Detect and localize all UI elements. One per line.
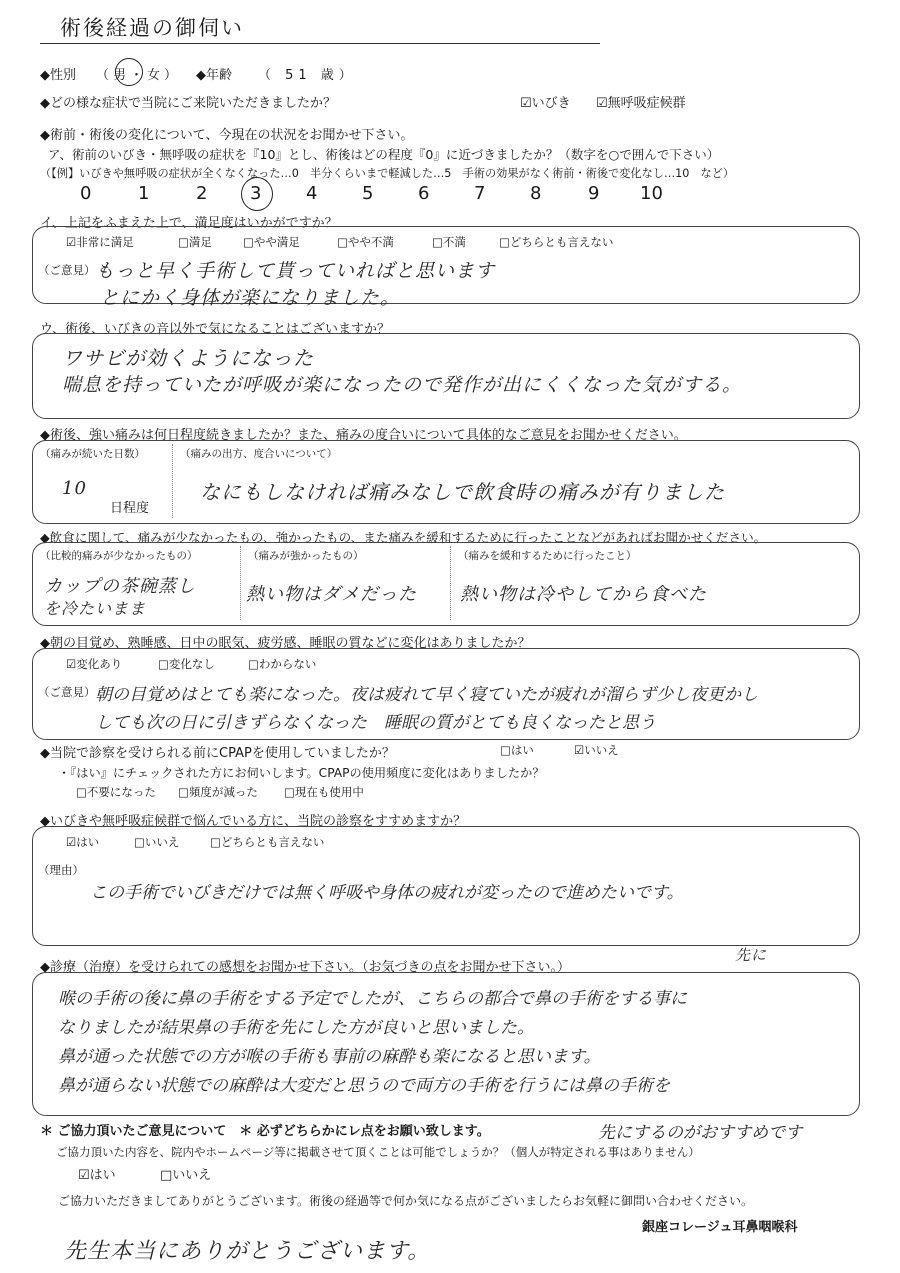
scale-5[interactable]: 5 — [362, 183, 374, 204]
scale-6[interactable]: 6 — [418, 183, 430, 204]
cpap-option-yes[interactable]: □はい — [500, 743, 534, 757]
consent-option-yes[interactable]: ☑はい — [78, 1168, 116, 1183]
sleep-option-unchanged[interactable]: □変化なし — [158, 657, 215, 671]
impression-handwriting-2: なりましたが結果鼻の手術を先にした方が良いと思いました。 — [58, 1018, 534, 1038]
food-col2-handwriting: 熱い物はダメだった — [246, 584, 417, 605]
change-example: （【例】いびきや無呼吸の症状が全くなくなった…0 半分くらいまで軽減した…5 手術の効果がなく術前・術後で変化なし…10 など） — [40, 167, 735, 180]
satisfaction-option-satisfied[interactable]: □満足 — [178, 235, 212, 249]
food-divider-1 — [240, 546, 241, 620]
symptom-option-apnea[interactable]: ☑無呼吸症候群 — [596, 96, 686, 111]
consent-question: ご協力頂いた内容を、院内やホームページ等に掲載させて頂くことは可能でしょうか？（個人が特定される事はありません） — [56, 1145, 700, 1159]
food-col1-label: （比較的痛みが少なかったもの） — [40, 550, 198, 562]
sleep-handwriting-2: しても次の日に引きずらなくなった 睡眠の質がとても良くなったと思う — [95, 713, 656, 733]
sleep-option-changed[interactable]: ☑変化あり — [66, 657, 123, 671]
recommend-option-no[interactable]: □いいえ — [134, 835, 180, 849]
food-question: ◆飲食に関して、痛みが少なかったもの、強かったもの、また痛みを緩和するために行ったことなどがあればお聞かせください。 — [40, 530, 767, 545]
impression-question: ◆診療（治療）を受けられての感想をお聞かせ下さい。（お気づきの点をお聞かせ下さい。） — [40, 960, 570, 975]
impression-handwriting-4: 鼻が通らない状態での麻酔は大変だと思うので両方の手術を行うには鼻の手術を — [58, 1076, 670, 1096]
satisfaction-option-very[interactable]: ☑非常に満足 — [66, 235, 134, 249]
footer-thanks: ご協力いただきましてありがとうございます。術後の経過等で何か気になる点がございましたらお気軽に御問い合わせください。 — [58, 1194, 754, 1208]
sleep-handwriting-1: 朝の目覚めはとても楽になった。夜は疲れて早く寝ていたが疲れが溜らず少し夜更かし — [95, 685, 758, 705]
consent-heading: ＊ ご協力頂いたご意見について ＊ 必ずどちらかにレ点をお願い致します。 — [40, 1124, 490, 1139]
recommend-option-neither[interactable]: □どちらとも言えない — [210, 835, 325, 849]
change-question: ◆術前・術後の変化について、今現在の状況をお聞かせ下さい。 — [40, 128, 414, 143]
other-handwriting-1: ワサビが効くようになった — [62, 346, 314, 370]
pain-detail-handwriting: なにもしなければ痛みなしで飲食時の痛みが有りました — [200, 480, 725, 504]
gender-label: ◆性別 — [40, 68, 76, 83]
age-value: （ 51 歳） — [258, 68, 357, 83]
recommend-option-yes[interactable]: ☑はい — [66, 835, 100, 849]
clinic-name: 銀座コレージュ耳鼻咽喉科 — [642, 1220, 798, 1235]
satisfaction-option-somewhat[interactable]: □やや満足 — [243, 235, 300, 249]
cpap-sub-option-current[interactable]: □現在も使用中 — [284, 785, 364, 799]
satisfaction-option-somewhat-dis[interactable]: □やや不満 — [337, 235, 394, 249]
symptom-option-snoring[interactable]: ☑いびき — [520, 96, 571, 111]
satisfaction-handwriting-1: もっと早く手術して貰っていればと思います — [95, 260, 496, 282]
cpap-question: ◆当院で診察を受けられる前にCPAPを使用していましたか？ — [40, 746, 395, 761]
satisfaction-handwriting-2: とにかく身体が楽になりました。 — [100, 287, 401, 309]
food-col3-handwriting: 熱い物は冷やしてから食べた — [460, 584, 707, 605]
other-question: ウ、術後、いびきの音以外で気になることはございますか？ — [40, 322, 390, 337]
sleep-question: ◆朝の目覚め、熟睡感、日中の眠気、疲労感、睡眠の質などに変化はありましたか？ — [40, 636, 531, 651]
scale-9[interactable]: 9 — [588, 183, 600, 204]
food-col1-handwriting-1: カップの茶碗蒸し — [44, 576, 196, 597]
satisfaction-option-dis[interactable]: □不満 — [432, 235, 466, 249]
symptoms-question: ◆どの様な症状で当院にご来院いただきましたか？ — [40, 96, 336, 111]
pain-detail-label: （痛みの出方、度合いについて） — [180, 448, 338, 460]
satisfaction-option-neither[interactable]: □どちらとも言えない — [499, 235, 614, 249]
cpap-sub-option-reduced[interactable]: □頻度が減った — [178, 785, 258, 799]
change-sub-question: ア、術前のいびき・無呼吸の症状を『10』とし、術後はどの程度『0』に近づきましたか？（数字を○で囲んで下さい） — [48, 147, 720, 162]
scale-3[interactable]: 3 — [250, 183, 262, 204]
recommend-handwriting: この手術でいびきだけでは無く呼吸や身体の疲れが変ったので進めたいです。 — [90, 883, 684, 903]
pain-question: ◆術後、強い痛みは何日程度続きましたか？また、痛みの度合いについて具体的なご意見をお聞かせください。 — [40, 428, 687, 443]
final-handwriting: 先生本当にありがとうございます。 — [64, 1239, 431, 1264]
food-col2-label: （痛みが強かったもの） — [248, 550, 364, 562]
pain-days-value: 10 — [62, 478, 87, 499]
recommend-question: ◆いびきや無呼吸症候群で悩んでいる方に、当院の診察をすすめますか？ — [40, 814, 467, 829]
scale-selected-circle — [241, 177, 273, 211]
age-label: ◆年齢 — [196, 68, 232, 83]
food-col3-label: （痛みを緩和するために行ったこと） — [458, 550, 637, 562]
sleep-option-unknown[interactable]: □わからない — [248, 657, 317, 671]
impression-handwriting-5: 先にするのがおすすめです — [598, 1123, 803, 1143]
pain-days-label: （痛みが続いた日数） — [40, 448, 145, 460]
gender-circle — [115, 58, 143, 86]
satisfaction-opinion-label: （ご意見） — [38, 263, 96, 277]
other-handwriting-2: 喘息を持っていたが呼吸が楽になったので発作が出にくくなった気がする。 — [62, 374, 743, 396]
scale-0[interactable]: 0 — [80, 183, 92, 204]
consent-option-no[interactable]: □いいえ — [160, 1168, 212, 1183]
gender-options: （男・女） — [96, 68, 182, 83]
cpap-sub-option-unneeded[interactable]: □不要になった — [76, 785, 156, 799]
scale-1[interactable]: 1 — [138, 183, 150, 204]
satisfaction-question: イ、上記をふまえた上で、満足度はいかがですか？ — [40, 216, 338, 231]
recommend-reason-label: （理由） — [38, 863, 84, 877]
scale-7[interactable]: 7 — [474, 183, 486, 204]
impression-handwriting-3: 鼻が通った状態での方が喉の手術も事前の麻酔も楽になると思います。 — [58, 1047, 601, 1067]
cpap-sub-question: ・『はい』にチェックされた方にお伺いします。CPAPの使用頻度に変化はありましたか？ — [58, 766, 545, 780]
pain-days-unit: 日程度 — [110, 501, 150, 516]
impression-handwriting-note: 先に — [735, 946, 768, 964]
pain-divider — [172, 444, 173, 518]
food-col1-handwriting-2: を冷たいまま — [44, 599, 147, 618]
food-divider-2 — [450, 546, 451, 620]
sleep-opinion-label: （ご意見） — [38, 685, 96, 699]
scale-2[interactable]: 2 — [196, 183, 208, 204]
title-underline — [40, 43, 600, 44]
scale-10[interactable]: 10 — [640, 183, 663, 204]
scale-8[interactable]: 8 — [530, 183, 542, 204]
impression-handwriting-1: 喉の手術の後に鼻の手術をする予定でしたが、こちらの都合で鼻の手術をする事に — [58, 989, 687, 1009]
page-title: 術後経過の御伺い — [60, 16, 244, 40]
scale-4[interactable]: 4 — [306, 183, 318, 204]
cpap-option-no[interactable]: ☑いいえ — [574, 743, 619, 757]
